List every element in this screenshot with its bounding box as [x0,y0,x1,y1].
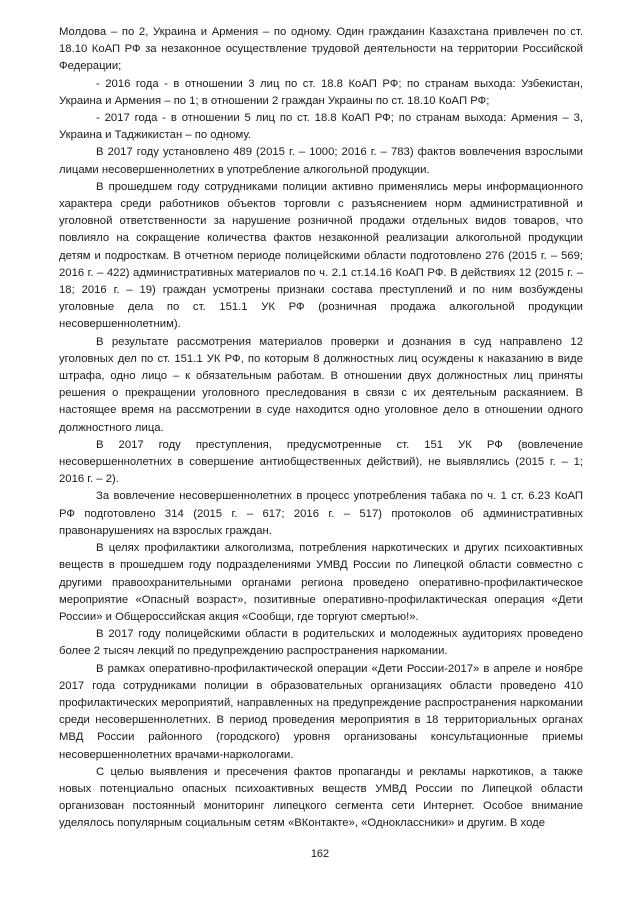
paragraph-list-item-2016: - 2016 года - в отношении 3 лиц по ст. 18.8 КоАП РФ; по странам выхода: Узбекистан, Украина и Армения – по 1; в отношении 2 граждан Украины по ст. 18.10 КоАП РФ; [59,77,583,107]
paragraph-list-item-2017: - 2017 года - в отношении 5 лиц по ст. 18.8 КоАП РФ; по странам выхода: Армения – 3, Украина и Таджикистан – по одному. [59,112,583,142]
paragraph-court-results: В результате рассмотрения материалов проверки и дознания в суд направлено 12 уголовных дел по ст. 151.1 УК РФ, по которым 8 должностных лиц осуждены к наказанию в виде штрафа, одно лицо – к обязательным работам. В отношении двух должностных лиц приняты решения о прекращении уголовного преследования в связи с их деятельным раскаянием. В настоящее время на рассмотрении в суде находится одно уголовное дело в отношении одного должностного лица. [59,335,583,434]
document-body [59,24,583,833]
paragraph-prevention: В целях профилактики алкоголизма, потребления наркотических и других психоактивных веществ в прошедшем году подразделениями УМВД России по Липецкой области совместно с другими правоохранительными органами региона проведено оперативно-профилактическое мероприятие «Опасный возраст», позитивные оперативно-профилактическая операция «Дети России» и Общероссийская акция «Сообщи, где торгуют смертью!». [59,542,583,623]
paragraph-children-of-russia: В рамках оперативно-профилактической операции «Дети России-2017» в апреле и ноябре 2017 года сотрудниками полиции в образовательных организациях области проведено 410 профилактических мероприятий, направленных на предупреждение распространения наркомании среди несовершеннолетних. В период проведения мероприятия в 18 территориальных органах МВД России районного (городского) уровня организованы консультационные приемы несовершеннолетних врачами-наркологами. [59,662,583,761]
paragraph-internet-monitoring: С целью выявления и пресечения фактов пропаганды и рекламы наркотиков, а также новых потенциально опасных психоактивных веществ УМВД России по Липецкой области организован постоянный мониторинг липецкого сегмента сети Интернет. Особое внимание уделялось популярным социальным сетям «ВКонтакте», «Одноклассники» и другим. В ходе [59,765,583,830]
paragraph-lectures: В 2017 году полицейскими области в родительских и молодежных аудиториях проведено более 2 тысяч лекций по предупреждению распространения наркомании. [59,628,583,658]
paragraph-continuation: Молдова – по 2, Украина и Армения – по одному. Один гражданин Казахстана привлечен по ст. 18.10 КоАП РФ за незаконное осуществление трудовой деятельности на территории Российской Федерации; [59,26,583,73]
paragraph-police-measures: В прошедшем году сотрудниками полиции активно применялись меры информационного характера среди работников объектов торговли с разъяснением норм административной и уголовной ответственности за нарушение розничной продажи отдельных видов товаров, что повлияло на сокращение количества фактов незаконной реализации алкогольной продукции детям и подросткам. В отчетном периоде полицейскими области подготовлено 276 (2015 г. – 569; 2016 г. – 422) административных материалов по ч. 2.1 ст.14.16 КоАП РФ. В действиях 12 (2015 г. – 18; 2016 г. – 19) граждан усмотрены признаки состава преступлений и по ним возбуждены уголовные дела по ст. 151.1 УК РФ (розничная продажа алкогольной продукции несовершеннолетним). [59,180,583,331]
paragraph-alcohol-involvement: В 2017 году установлено 489 (2015 г. – 1000; 2016 г. – 783) фактов вовлечения взрослыми лицами несовершеннолетних в употребление алкогольной продукции. [59,146,583,176]
paragraph-tobacco: За вовлечение несовершеннолетних в процесс употребления табака по ч. 1 ст. 6.23 КоАП РФ подготовлено 314 (2015 г. – 617; 2016 г. – 517) протоколов об административных правонарушениях на взрослых граждан. [59,490,583,537]
page-number: 162 [310,848,330,860]
paragraph-article-151: В 2017 году преступления, предусмотренные ст. 151 УК РФ (вовлечение несовершеннолетних в совершение антиобщественных действий), не выявлялись (2015 г. – 1; 2016 г. – 2). [59,438,583,486]
